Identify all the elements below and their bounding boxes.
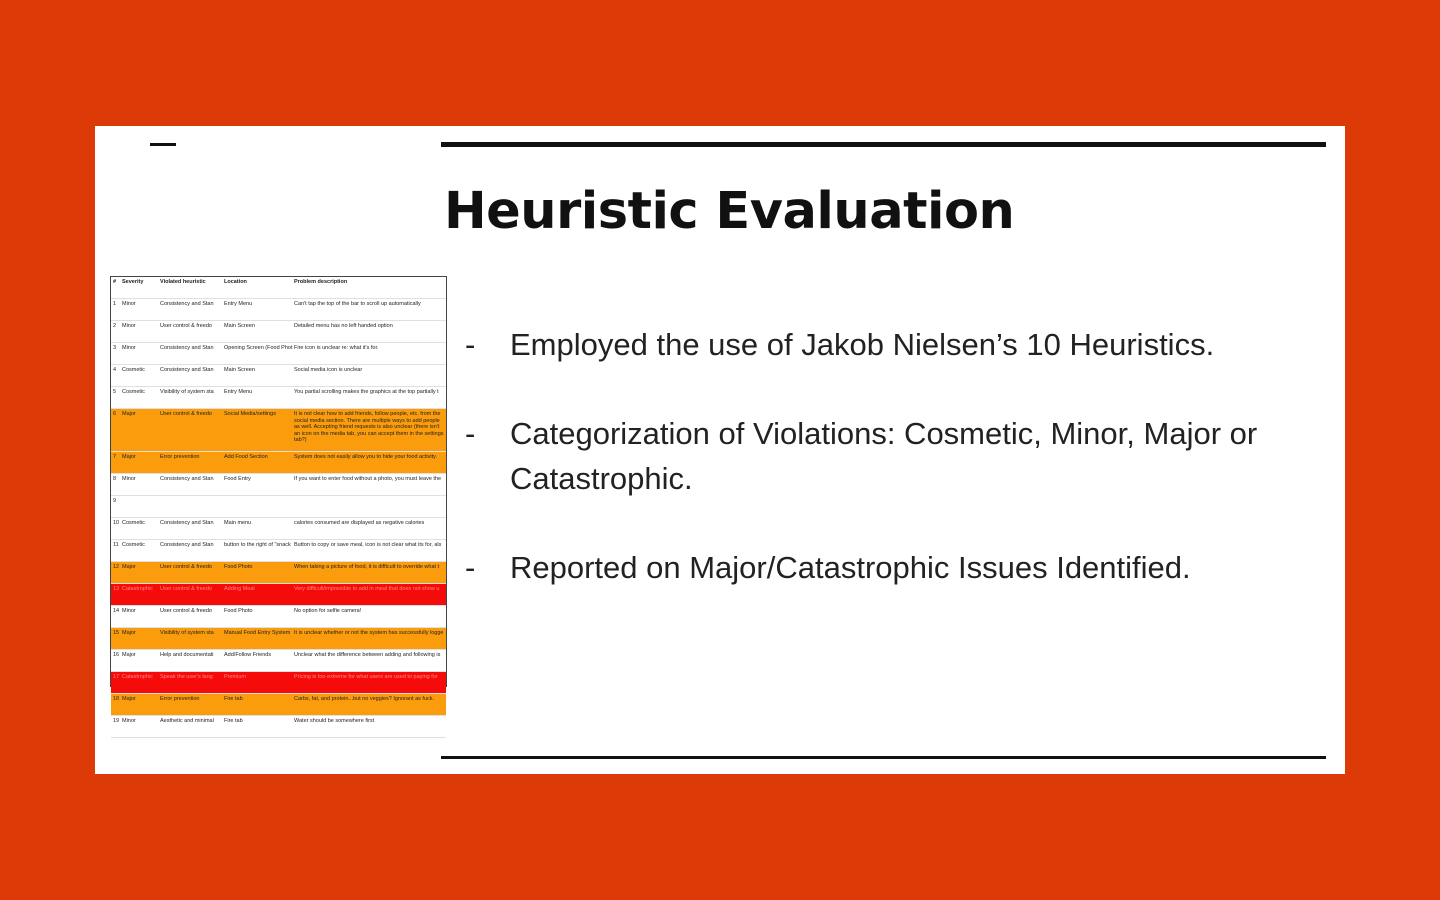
table-cell-location: Add/Follow Friends — [222, 650, 292, 672]
table-cell-severity: Cosmetic — [120, 365, 158, 387]
table-cell-num: 15 — [111, 628, 120, 650]
table-cell-location: Food Photo — [222, 606, 292, 628]
table-cell-location: Fire tab — [222, 694, 292, 716]
table-cell-problem: Detailed menu has no left handed option — [292, 321, 446, 343]
table-cell-problem: You partial scrolling makes the graphics at the top partially t — [292, 387, 446, 409]
table-row — [111, 694, 446, 716]
table-cell-heuristic: Consistency and Stan — [158, 474, 222, 496]
header-cell: # — [111, 277, 120, 299]
table-row — [111, 650, 446, 672]
table-cell-problem: Can't tap the top of the bar to scroll up automatically — [292, 299, 446, 321]
table-cell-severity: Minor — [120, 299, 158, 321]
table-cell-num: 7 — [111, 452, 120, 474]
table-cell-problem: Water should be somewhere first — [292, 716, 446, 738]
table-cell-problem: Carbs, fat, and protein...but no veggies? Ignorant as fuck. — [292, 694, 446, 716]
heuristic-table — [111, 277, 446, 738]
table-cell-num: 3 — [111, 343, 120, 365]
bullet-text: Categorization of Violations: Cosmetic, Minor, Major or Catastrophic. — [510, 416, 1258, 496]
table-cell-heuristic: Consistency and Stan — [158, 343, 222, 365]
table-cell-location: Adding Meal — [222, 584, 292, 606]
table-cell-severity: Major — [120, 562, 158, 584]
header-cell: Problem description — [292, 277, 446, 299]
table-cell-location: Fire tab — [222, 716, 292, 738]
table-cell-location: Premium — [222, 672, 292, 694]
table-cell-num: 6 — [111, 409, 120, 452]
table-cell-problem: It is not clear how to add friends, follow people, etc. from the social media section. There are multiple ways to add people as well. Accepting friend requests is also unclear (there isn't an icon on the media tab, you can accept them in the settings tab?) — [292, 409, 446, 452]
table-row — [111, 606, 446, 628]
table-row — [111, 540, 446, 562]
table-cell-num: 12 — [111, 562, 120, 584]
table-cell-num: 11 — [111, 540, 120, 562]
table-row — [111, 452, 446, 474]
table-cell-severity: Catastrophic — [120, 584, 158, 606]
table-cell-num: 2 — [111, 321, 120, 343]
table-cell-num: 17 — [111, 672, 120, 694]
table-cell-severity: Minor — [120, 343, 158, 365]
top-rule — [441, 142, 1326, 147]
table-cell-severity: Cosmetic — [120, 540, 158, 562]
table-cell-heuristic: Consistency and Stan — [158, 299, 222, 321]
table-cell-num: 5 — [111, 387, 120, 409]
table-cell-location: Opening Screen (Food Phot — [222, 343, 292, 365]
table-cell-severity: Minor — [120, 716, 158, 738]
table-cell-num: 8 — [111, 474, 120, 496]
table-cell-heuristic: User control & freedo — [158, 562, 222, 584]
table-cell-severity: Major — [120, 452, 158, 474]
table-cell-problem: Very difficult/impossible to add in meal that does not show u — [292, 584, 446, 606]
table-cell-heuristic: Consistency and Stan — [158, 540, 222, 562]
table-cell-problem: It is unclear whether or not the system has successfully logge — [292, 628, 446, 650]
table-row — [111, 474, 446, 496]
table-cell-severity: Major — [120, 628, 158, 650]
header-cell: Location — [222, 277, 292, 299]
table-cell-location: Food Photo — [222, 562, 292, 584]
table-row — [111, 496, 446, 518]
table-row — [111, 518, 446, 540]
table-cell-severity: Cosmetic — [120, 387, 158, 409]
table-cell-severity: Major — [120, 650, 158, 672]
table-cell-location: Manual Food Entry System — [222, 628, 292, 650]
table-cell-num: 4 — [111, 365, 120, 387]
table-cell-location: button to the right of "snack — [222, 540, 292, 562]
table-cell-heuristic: User control & freedo — [158, 584, 222, 606]
slide — [95, 126, 1345, 774]
table-cell-heuristic: Help and documentati — [158, 650, 222, 672]
table-header-row — [111, 277, 446, 299]
table-cell-heuristic: Visibility of system sta — [158, 387, 222, 409]
table-cell-num: 19 — [111, 716, 120, 738]
table-cell-heuristic: Speak the user's lang — [158, 672, 222, 694]
table-cell-location: Food Entry — [222, 474, 292, 496]
table-cell-problem: Button to copy or save meal, icon is not clear what its for, als — [292, 540, 446, 562]
table-cell-problem: Pricing is too extreme for what users are used to paying for — [292, 672, 446, 694]
table-cell-problem: If you want to enter food without a photo, you must leave the — [292, 474, 446, 496]
table-cell-heuristic: Consistency and Stan — [158, 365, 222, 387]
table-cell-heuristic: Consistency and Stan — [158, 518, 222, 540]
header-cell: Violated heuristic — [158, 277, 222, 299]
table-cell-severity: Major — [120, 409, 158, 452]
table-cell-severity: Minor — [120, 474, 158, 496]
table-cell-num: 9 — [111, 496, 120, 518]
table-cell-num: 18 — [111, 694, 120, 716]
table-cell-location: Main Screen — [222, 321, 292, 343]
table-cell-num: 14 — [111, 606, 120, 628]
table-cell-problem: Fire icon is unclear re: what it's for. — [292, 343, 446, 365]
bullet-text: Reported on Major/Catastrophic Issues Identified. — [510, 550, 1191, 585]
table-cell-problem: No option for selfie camera! — [292, 606, 446, 628]
table-cell-num: 10 — [111, 518, 120, 540]
table-cell-severity: Minor — [120, 606, 158, 628]
table-cell-heuristic: Error prevention — [158, 452, 222, 474]
table-row — [111, 321, 446, 343]
bullet-item — [465, 322, 1325, 367]
corner-dash — [150, 143, 176, 146]
bullet-item — [465, 411, 1325, 501]
table-cell-heuristic: Aesthetic and minimal — [158, 716, 222, 738]
table-cell-heuristic: Error prevention — [158, 694, 222, 716]
bullet-marker: - — [465, 327, 476, 362]
table-cell-location: Main Screen — [222, 365, 292, 387]
table-cell-severity — [120, 496, 158, 518]
bullet-item — [465, 545, 1325, 590]
table-cell-problem: Social media icon is unclear — [292, 365, 446, 387]
table-cell-problem: Unclear what the difference between adding and following is — [292, 650, 446, 672]
table-cell-heuristic: Visibility of system sta — [158, 628, 222, 650]
table-cell-severity: Catastrophic — [120, 672, 158, 694]
table-cell-severity: Cosmetic — [120, 518, 158, 540]
table-row — [111, 299, 446, 321]
bullet-marker: - — [465, 416, 476, 451]
bullet-marker: - — [465, 550, 476, 585]
table-cell-heuristic: User control & freedo — [158, 606, 222, 628]
table-cell-location — [222, 496, 292, 518]
table-row — [111, 343, 446, 365]
table-cell-heuristic: User control & freedo — [158, 409, 222, 452]
table-row — [111, 672, 446, 694]
heuristic-spreadsheet-image — [110, 276, 447, 724]
slide-title: Heuristic Evaluation — [444, 182, 1015, 241]
table-cell-location: Entry Menu — [222, 299, 292, 321]
table-row — [111, 628, 446, 650]
table-cell-heuristic: User control & freedo — [158, 321, 222, 343]
table-row — [111, 387, 446, 409]
table-cell-severity: Minor — [120, 321, 158, 343]
table-cell-problem: calories consumed are displayed as negative calories — [292, 518, 446, 540]
table-row — [111, 584, 446, 606]
bullet-list — [465, 322, 1325, 634]
table-row — [111, 409, 446, 452]
table-cell-problem: System does not easily allow you to hide your food activity. — [292, 452, 446, 474]
table-cell-location: Add Food Section — [222, 452, 292, 474]
bullet-text: Employed the use of Jakob Nielsen’s 10 Heuristics. — [510, 327, 1215, 362]
table-cell-heuristic — [158, 496, 222, 518]
table-cell-num: 1 — [111, 299, 120, 321]
table-row — [111, 562, 446, 584]
table-row — [111, 365, 446, 387]
table-cell-num: 16 — [111, 650, 120, 672]
header-cell: Severity — [120, 277, 158, 299]
bottom-rule — [441, 756, 1326, 759]
table-cell-num: 13 — [111, 584, 120, 606]
table-cell-location: Social Media/settings — [222, 409, 292, 452]
table-cell-problem: When taking a picture of food, it is difficult to override what t — [292, 562, 446, 584]
table-cell-location: Entry Menu — [222, 387, 292, 409]
table-row — [111, 716, 446, 738]
table-cell-problem — [292, 496, 446, 518]
table-cell-severity: Major — [120, 694, 158, 716]
table-cell-location: Main menu — [222, 518, 292, 540]
